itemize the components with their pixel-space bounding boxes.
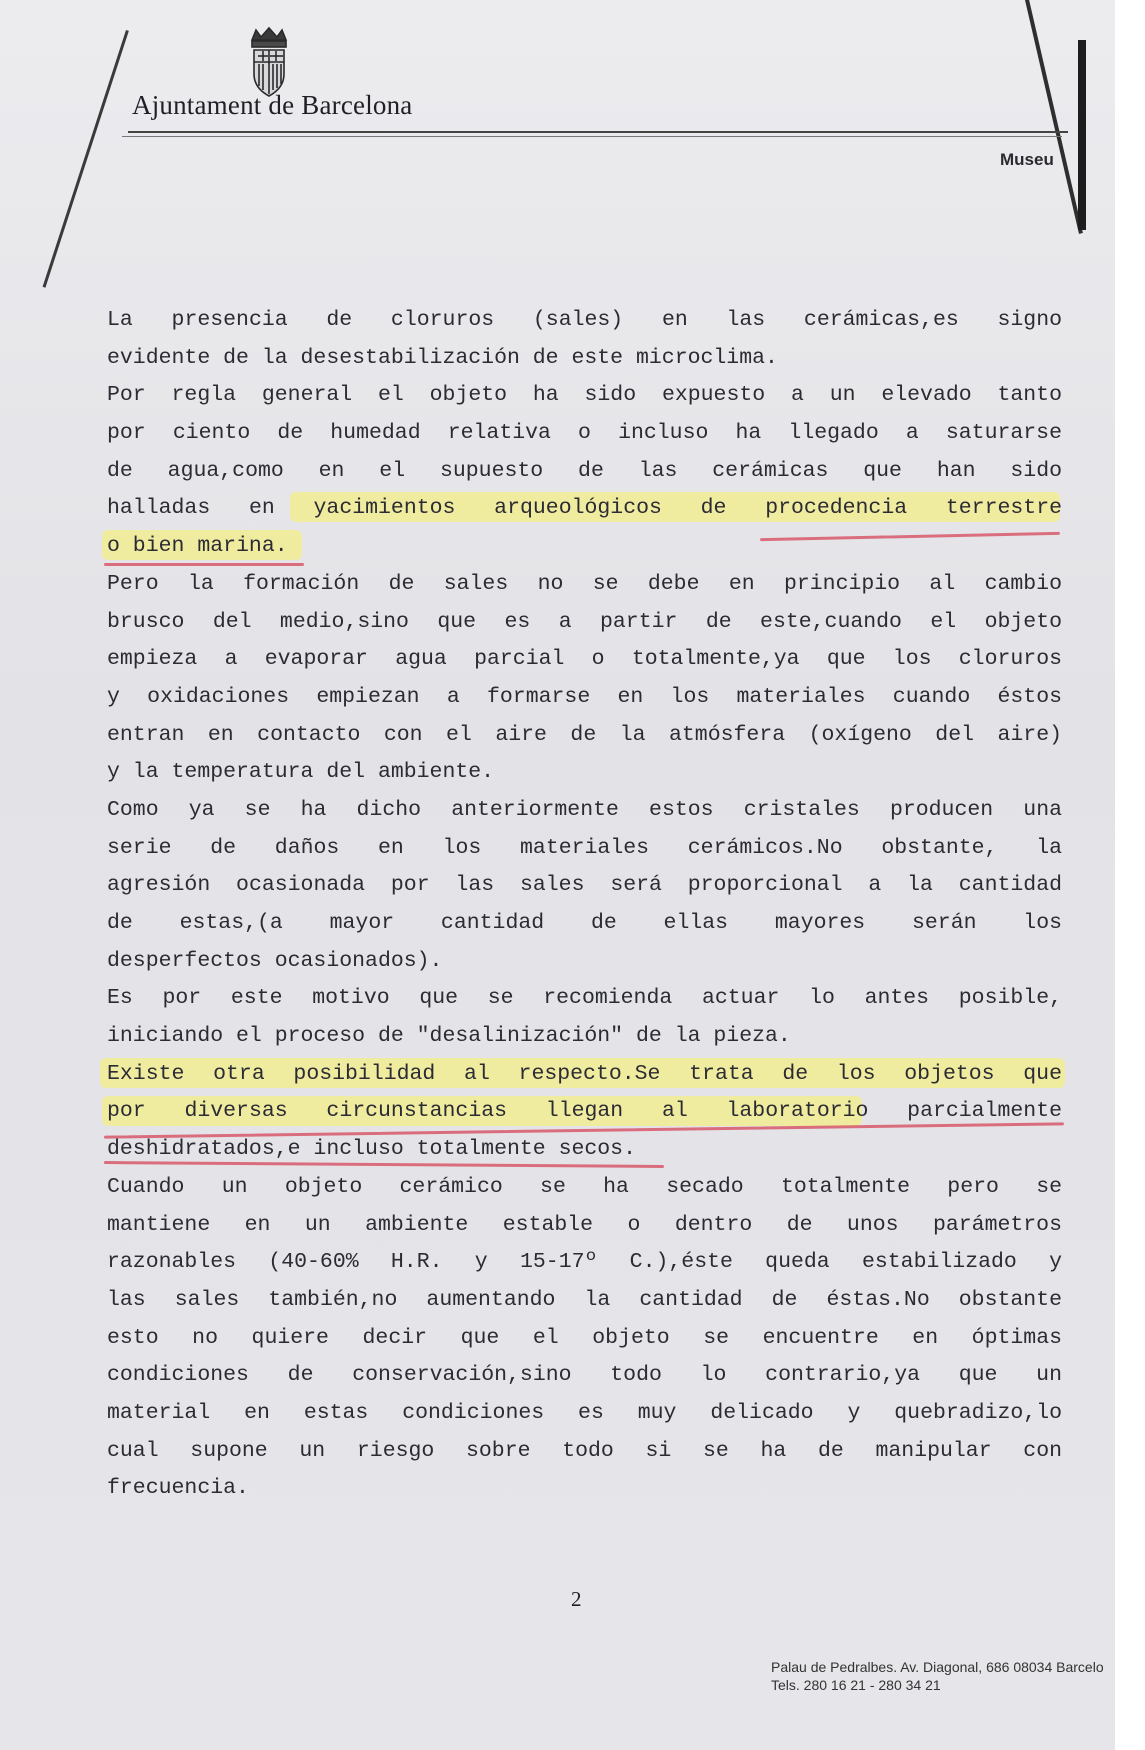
text-line: Como ya se ha dicho anteriormente estos cristales producen una <box>107 797 1062 822</box>
text-line: esto no quiere decir que el objeto se encuentre en óptimas <box>107 1325 1062 1350</box>
text-line: evidente de la desestabilización de este microclima. <box>107 345 778 370</box>
text-line: desperfectos ocasionados). <box>107 948 443 973</box>
text-line: agresión ocasionada por las sales será proporcional a la cantidad <box>107 873 1062 898</box>
footer-address: Palau de Pedralbes. Av. Diagonal, 686 08034 Barcelo <box>771 1659 1104 1675</box>
text-line: y oxidaciones empiezan a formarse en los materiales cuando éstos <box>107 684 1062 709</box>
text-line: razonables (40-60% H.R. y 15-17º C.),éste queda estabilizado y <box>107 1250 1062 1275</box>
text-line: brusco del medio,sino que es a partir de este,cuando el objeto <box>107 609 1062 634</box>
text-line: de estas,(a mayor cantidad de ellas mayores serán los <box>107 911 1062 935</box>
department-label: Museu <box>1000 150 1054 169</box>
text-line: frecuencia. <box>107 1476 249 1501</box>
organization-name: Ajuntament de Barcelona <box>132 90 413 120</box>
footer-phones: Tels. 280 16 21 - 280 34 21 <box>771 1677 941 1693</box>
scan-edge-white <box>1115 0 1145 1750</box>
text-line: Es por este motivo que se recomienda actuar lo antes posible, <box>107 986 1062 1011</box>
text-line: La presencia de cloruros (sales) en las cerámicas,es signo <box>107 308 1062 332</box>
text-line: y la temperatura del ambiente. <box>107 760 495 785</box>
text-line: Pero la formación de sales no se debe en principio al cambio <box>107 571 1062 596</box>
text-line: por diversas circunstancias llegan al laboratorio parcialmente <box>107 1099 1062 1124</box>
text-line: Cuando un objeto cerámico se ha secado totalmente pero se <box>107 1174 1062 1199</box>
text-line: o bien marina. <box>107 534 288 559</box>
header-divider <box>128 131 1068 133</box>
text-line: condiciones de conservación,sino todo lo contrario,ya que un <box>107 1363 1062 1388</box>
text-line: serie de daños en los materiales cerámicos.No obstante, la <box>107 835 1062 860</box>
text-line: halladas en yacimientos arqueológicos de procedencia terrestre <box>107 496 1062 521</box>
barcelona-crest-icon <box>246 26 292 100</box>
body-text <box>107 302 1062 1508</box>
scan-shadow-right-edge <box>1078 40 1086 230</box>
text-line: mantiene en un ambiente estable o dentro de unos parámetros <box>107 1212 1062 1237</box>
text-line: de agua,como en el supuesto de las cerámicas que han sido <box>107 458 1062 483</box>
text-line: Existe otra posibilidad al respecto.Se trata de los objetos que <box>107 1061 1062 1086</box>
text-line: material en estas condiciones es muy delicado y quebradizo,lo <box>107 1400 1062 1425</box>
text-line: Por regla general el objeto ha sido expuesto a un elevado tanto <box>107 383 1062 408</box>
text-line: las sales también,no aumentando la cantidad de éstas.No obstante <box>107 1287 1062 1312</box>
text-line: deshidratados,e incluso totalmente secos. <box>107 1137 636 1162</box>
text-line: entran en contacto con el aire de la atmósfera (oxígeno del aire) <box>107 722 1062 747</box>
page-number: 2 <box>571 1587 582 1611</box>
scan-shadow-right <box>1025 0 1083 234</box>
footer-address-block <box>771 1658 1104 1694</box>
scan-shadow-left <box>43 30 129 288</box>
header-divider-shadow <box>122 136 1062 137</box>
text-line: iniciando el proceso de "desalinización" de la pieza. <box>107 1024 791 1049</box>
text-line: cual supone un riesgo sobre todo si se ha de manipular con <box>107 1438 1062 1463</box>
text-line: empieza a evaporar agua parcial o totalmente,ya que los cloruros <box>107 647 1062 672</box>
text-line: por ciento de humedad relativa o incluso ha llegado a saturarse <box>107 421 1062 446</box>
